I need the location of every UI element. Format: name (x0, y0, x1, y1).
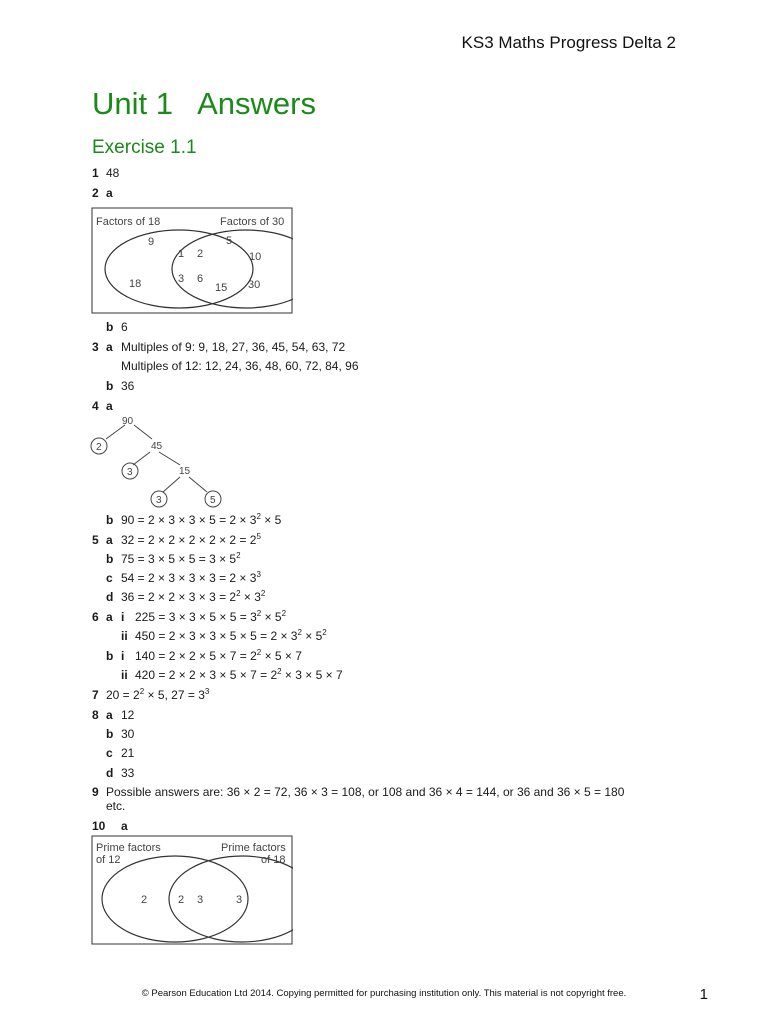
part-label-2b: b (106, 320, 114, 334)
tree-node: 3 (127, 467, 133, 478)
answer-9-line1: Possible answers are: 36 × 2 = 72, 36 × 3 = 108, or 108 and 36 × 4 = 144, or 36 and 36 × 5 = 180 (106, 785, 625, 799)
unit-title: Unit 1 Answers (92, 86, 316, 121)
venn-value: 3 (236, 894, 243, 906)
question-number-8: 8 (92, 708, 99, 722)
venn-value: 2 (197, 248, 204, 260)
tree-node: 45 (151, 441, 163, 452)
part-label-3b: b (106, 379, 114, 393)
venn-value: 10 (249, 251, 262, 263)
question-number-1: 1 (92, 166, 99, 180)
part-label-6aii: ii (121, 629, 128, 643)
question-number-2: 2 (92, 186, 99, 200)
answer-3b: 36 (121, 379, 135, 393)
factor-tree (88, 412, 228, 510)
answer-7: $20 = 2^2 \times 5$, $27 = 3^3$ (106, 687, 210, 702)
venn-value: 30 (248, 279, 261, 291)
venn-value: 5 (226, 235, 233, 247)
question-number-10: 10 (92, 819, 106, 833)
venn-left-label: of 12 (96, 854, 121, 866)
part-label-8c: c (106, 746, 113, 760)
venn-left-label: Prime factors (96, 842, 161, 854)
tree-node: 3 (156, 495, 162, 506)
venn-value: 2 (178, 894, 185, 906)
answer-8c: 21 (121, 746, 135, 760)
venn-right-label: of 18 (261, 854, 286, 866)
question-number-4: 4 (92, 399, 99, 413)
answer-6bii: $420 = 2 \times 2 \times 3 \times 5 \times 7 = 2^2 \times 3 \times 5 \times 7$ (135, 667, 343, 682)
tree-node: 5 (210, 495, 216, 506)
answer-1: 48 (106, 166, 120, 180)
answer-6bi: $140 = 2 \times 2 \times 5 \times 7 = 2^2 \times 5 \times 7$ (135, 648, 302, 663)
tree-node: 15 (179, 466, 191, 477)
answer-5a: $32 = 2 \times 2 \times 2 \times 2 \times 2 = 2^5$ (121, 532, 261, 547)
part-label-3a: a (106, 340, 113, 354)
answer-3a-line1: Multiples of 9: 9, 18, 27, 36, 45, 54, 63, 72 (121, 340, 346, 354)
answer-6aii: $450 = 2 \times 3 \times 3 \times 5 \times 5 = 2 \times 3^2 \times 5^2$ (135, 628, 327, 643)
venn-value: 6 (197, 273, 204, 285)
part-label-6bi: i (121, 649, 125, 663)
question-number-6: 6 (92, 610, 99, 624)
part-label-8a: a (106, 708, 113, 722)
answer-8a: 12 (121, 708, 135, 722)
part-label-6ai: i (121, 610, 125, 624)
part-label-4a: a (106, 399, 113, 413)
part-label-5b: b (106, 552, 114, 566)
page-number: 1 (699, 986, 708, 1003)
answer-2b: 6 (121, 320, 128, 334)
answer-5d: $36 = 2 \times 2 \times 3 \times 3 = 2^2 \times 3^2$ (121, 589, 266, 604)
venn-right-circle (169, 856, 293, 942)
tree-node: 90 (122, 416, 134, 427)
tree-node: 2 (96, 442, 102, 453)
venn-value: 3 (197, 894, 204, 906)
part-label-6b: b (106, 649, 114, 663)
venn-value: 18 (129, 278, 142, 290)
venn-right-label: Prime factors (221, 842, 286, 854)
venn-diagram-factors (91, 207, 293, 314)
venn-left-label: Factors of 18 (96, 216, 161, 228)
part-label-4b: b (106, 513, 114, 527)
answer-8b: 30 (121, 727, 135, 741)
part-label-8d: d (106, 766, 114, 780)
running-header: KS3 Maths Progress Delta 2 (461, 33, 676, 52)
answer-4b: $90 = 2 \times 3 \times 3 \times 5 = 2 \times 3^2 \times 5$ (121, 512, 282, 527)
part-label-8b: b (106, 727, 114, 741)
answer-5b: $75 = 3 \times 5 \times 5 = 3 \times 5^2$ (121, 551, 241, 566)
venn-value: 1 (178, 248, 185, 260)
copyright-footer: © Pearson Education Ltd 2014. Copying permitted for purchasing institution only. This material is not copyright free. (141, 988, 627, 999)
venn-value: 15 (215, 282, 228, 294)
question-number-5: 5 (92, 533, 99, 547)
question-number-3: 3 (92, 340, 99, 354)
question-number-7: 7 (92, 688, 99, 702)
venn-right-label: Factors of 30 (220, 216, 285, 228)
part-label-10a: a (121, 819, 128, 833)
part-label-5d: d (106, 590, 114, 604)
part-label-5a: a (106, 533, 113, 547)
part-label-2a: a (106, 186, 113, 200)
part-label-5c: c (106, 571, 113, 585)
venn-diagram-prime-factors (91, 835, 293, 945)
answer-5c: $54 = 2 \times 3 \times 3 \times 3 = 2 \times 3^3$ (121, 570, 261, 585)
question-number-9: 9 (92, 785, 99, 799)
venn-left-circle (102, 856, 248, 942)
venn-value: 3 (178, 273, 185, 285)
part-label-6a: a (106, 610, 113, 624)
venn-value: 9 (148, 236, 155, 248)
answer-8d: 33 (121, 766, 135, 780)
exercise-title: Exercise 1.1 (92, 137, 197, 158)
answer-3a-line2: Multiples of 12: 12, 24, 36, 48, 60, 72, 84, 96 (121, 359, 359, 373)
answer-9-line2: etc. (106, 799, 126, 813)
venn-value: 2 (141, 894, 148, 906)
answer-6ai: $225 = 3 \times 3 \times 5 \times 5 = 3^2 \times 5^2$ (135, 609, 287, 624)
part-label-6bii: ii (121, 668, 128, 682)
